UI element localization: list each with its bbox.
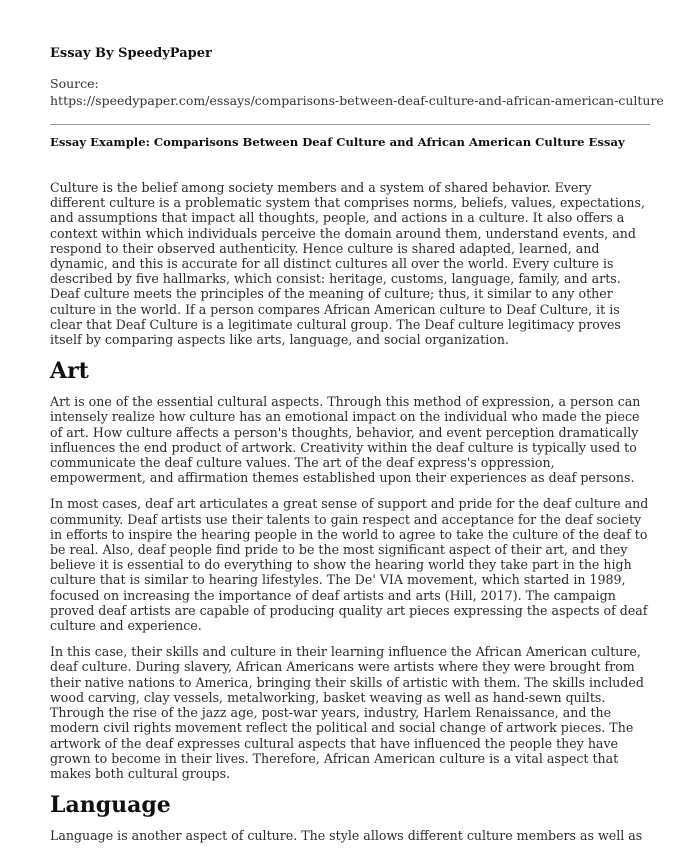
section-heading-art: Art (50, 358, 89, 385)
language-paragraph-1: Language is another aspect of culture. The style allows different culture members as well as (50, 828, 643, 844)
source-label: Source: (50, 76, 99, 91)
intro-paragraph: Culture is the belief among society members and a system of shared behavior. Every different culture is a problematic system that comprises norms, beliefs, values, expectations, and assumptions that impact all thoughts, people, and actions in a culture. It also offers a context within which individuals perceive the domain around them, understand events, and respond to their observed authenticity. Hence culture is shared adapted, learned, and dynamic, and this is accurate for all distinct cultures all over the world. Every culture is described by five hallmarks, which consist: heritage, customs, language, family, and arts. Deaf culture meets the principles of the meaning of culture; thus, it similar to any other culture in the world. If a person compares African American culture to Deaf Culture, it is clear that Deaf Culture is a legitimate cultural group. The Deaf culture legitimacy proves itself by comparing aspects like arts, language, and social organization. (50, 180, 645, 348)
art-paragraph-2: In most cases, deaf art articulates a great sense of support and pride for the deaf culture and community. Deaf artists use their talents to gain respect and acceptance for the deaf society in efforts to inspire the hearing people in the world to agree to take the culture of the deaf to be real. Also, deaf people find pride to be the most significant aspect of their art, and they believe it is essential to do everything to show the hearing world they take part in the high culture that is similar to hearing lifestyles. The De' VIA movement, which started in 1989, focused on increasing the importance of deaf artists and arts (Hill, 2017). The campaign proved deaf artists are capable of producing quality art pieces expressing the aspects of deaf culture and experience. (50, 496, 649, 634)
essay-body (50, 180, 650, 854)
essay-title: Essay Example: Comparisons Between Deaf Culture and African American Culture Essay (50, 135, 625, 149)
art-paragraph-3: In this case, their skills and culture in their learning influence the African American culture, deaf culture. During slavery, African Americans were artists where they were brought from their native nations to America, bringing their skills of artistic with them. The skills included wood carving, clay vessels, metalworking, basket weaving as well as hand-sewn quilts. Through the rise of the jazz age, post-war years, industry, Harlem Renaissance, and the modern civil rights movement reflect the political and social change of artwork pieces. The artwork of the deaf expresses cultural aspects that have influenced the people they have grown to become in their lives. Therefore, African American culture is a vital aspect that makes both cultural groups. (50, 644, 644, 781)
source-url: https://speedypaper.com/essays/comparisons-between-deaf-culture-and-african-american-culture (50, 93, 664, 108)
section-heading-language: Language (50, 792, 171, 819)
brand-title: Essay By SpeedyPaper (50, 46, 212, 61)
header-divider (50, 124, 650, 125)
art-paragraph-1: Art is one of the essential cultural aspects. Through this method of expression, a person can intensely realize how culture has an emotional impact on the individual who made the piece of art. How culture affects a person's thoughts, behavior, and event perception dramatically influences the end product of artwork. Creativity within the deaf culture is typically used to communicate the deaf culture values. The art of the deaf express's oppression, empowerment, and affirmation themes established upon their experiences as deaf persons. (50, 394, 641, 486)
